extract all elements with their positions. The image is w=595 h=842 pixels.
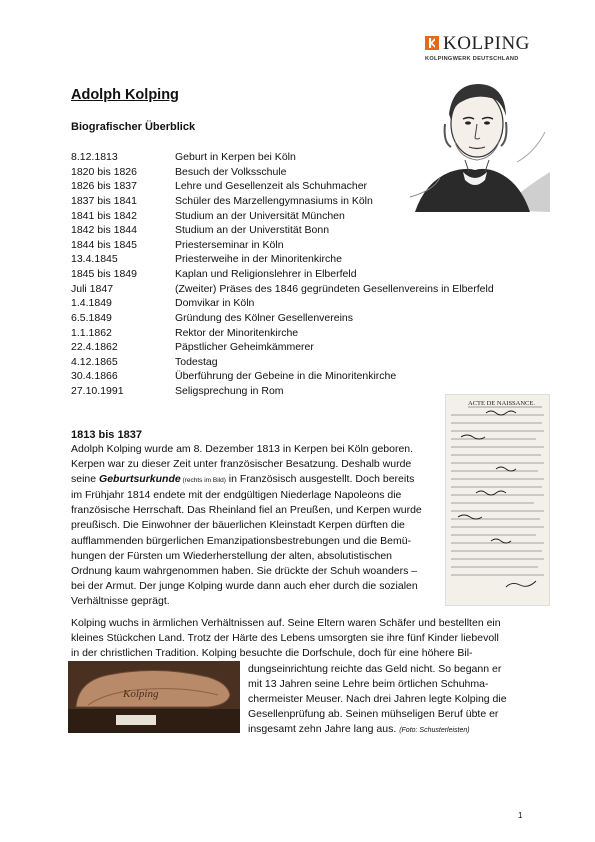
certificate-heading: ACTE DE NAISSANCE.	[468, 400, 535, 407]
page-title: Adolph Kolping	[71, 87, 179, 103]
text-line: Gesellenprüfung ab. Seinen mühseligen Beruf übte er	[248, 708, 499, 721]
kolping-portrait-image	[405, 72, 550, 212]
logo-wordmark: KOLPING	[443, 33, 530, 54]
timeline-event: Todestag	[175, 355, 218, 368]
timeline-date: 1.4.1849	[71, 297, 112, 310]
section1-paragraph	[71, 442, 441, 609]
kolping-logo	[425, 35, 535, 65]
timeline-date: 8.12.1813	[71, 151, 118, 163]
text-line: hungen der Fürsten um Wiederherstellung der alten, absolutistischen	[71, 549, 393, 562]
text-line	[71, 472, 441, 488]
text-line: französische Herrschaft. Das Rheinland fiel an Preußen, und Kerpen wurde	[71, 504, 422, 517]
shoe-last-label: Kolping	[123, 688, 159, 700]
text-line: mit 13 Jahren seine Lehre beim örtlichen Schuhma-	[248, 678, 489, 691]
logo-subline: KOLPINGWERK DEUTSCHLAND	[425, 56, 519, 62]
timeline-date: Juli 1847	[71, 282, 114, 295]
text-line: Verhältnisse geprägt.	[71, 594, 170, 607]
timeline-date: 6.5.1849	[71, 311, 112, 324]
timeline-event: Geburt in Kerpen bei Köln	[175, 151, 296, 163]
birth-certificate-image	[445, 394, 550, 606]
text-fragment: in Französisch ausgestellt. Doch bereits	[225, 473, 415, 486]
text-line: im Frühjahr 1814 endete mit der endgültigen Niederlage Napoleons die	[71, 489, 402, 502]
timeline-event: Päpstlicher Geheimkämmerer	[175, 341, 314, 354]
timeline-row	[71, 282, 494, 297]
text-line	[248, 722, 538, 738]
timeline-row	[71, 340, 494, 355]
timeline-row	[71, 384, 494, 399]
timeline-event: Studium an der Universität München	[175, 209, 345, 222]
timeline-date: 1845 bis 1849	[71, 268, 137, 280]
timeline-row	[71, 267, 494, 282]
timeline-date: 30.4.1866	[71, 370, 118, 383]
timeline-date: 1841 bis 1842	[71, 209, 137, 222]
timeline-event: Domvikar in Köln	[175, 297, 255, 310]
section-heading: 1813 bis 1837	[71, 429, 142, 441]
kolping-logo-icon	[425, 36, 439, 50]
timeline-event: Gründung des Kölner Gesellenvereins	[175, 311, 354, 324]
text-small-note: (rechts im Bild)	[180, 477, 226, 485]
text-line: Kerpen war zu dieser Zeit unter französischer Besatzung. Deshalb wurde	[71, 458, 412, 471]
text-line: dungseinrichtung reichte das Geld nicht. So begann er	[248, 663, 502, 675]
timeline-row	[71, 355, 494, 370]
text-fragment: insgesamt zehn Jahre lang aus.	[248, 723, 397, 736]
timeline-row	[71, 223, 494, 238]
timeline-event: Seligsprechung in Rom	[175, 385, 284, 397]
timeline-date: 4.12.1865	[71, 355, 118, 368]
section2-wrapped-paragraph	[248, 662, 538, 738]
text-line: kleines Stückchen Land. Trotz der Härte des Lebens umsorgten sie ihre fünf Kinder liebevoll	[71, 632, 499, 645]
timeline-row	[71, 326, 494, 341]
timeline-date: 13.4.1845	[71, 253, 118, 266]
text-line: preußisch. Die Einwohner der bäuerlichen Kleinstadt Kerpen dürften die	[71, 519, 405, 532]
timeline-event: Überführung der Gebeine in die Minoritenkirche	[175, 370, 397, 383]
page-number: 1	[518, 811, 523, 820]
timeline-event: (Zweiter) Präses des 1846 gegründeten Gesellenvereins in Elberfeld	[175, 282, 494, 295]
timeline-event: Priesterseminar in Köln	[175, 238, 284, 251]
text-line: bei der Armut. Der junge Kolping wurde dann auch eher durch die sozialen	[71, 579, 418, 592]
timeline-row	[71, 238, 494, 253]
page-subtitle: Biografischer Überblick	[71, 121, 196, 133]
text-line: in der christlichen Tradition. Kolping besuchte die Dorfschule, doch für eine höhere Bil-	[71, 647, 473, 660]
timeline-date: 1844 bis 1845	[71, 238, 137, 251]
text-fragment: seine	[71, 473, 100, 486]
timeline-row	[71, 296, 494, 311]
section2-paragraph	[71, 616, 541, 661]
text-line: chermeister Meuser. Nach drei Jahren legte Kolping die	[248, 693, 507, 706]
timeline-date: 1837 bis 1841	[71, 194, 137, 207]
timeline-date: 1820 bis 1826	[71, 165, 137, 178]
timeline-event: Besuch der Volksschule	[175, 165, 287, 178]
timeline-date: 1.1.1862	[71, 326, 112, 339]
timeline-row	[71, 252, 494, 267]
timeline-date: 1842 bis 1844	[71, 224, 137, 237]
timeline-date: 1826 bis 1837	[71, 180, 137, 193]
timeline-event: Rektor der Minoritenkirche	[175, 326, 299, 339]
text-line: aufflammenden bürgerlichen Emanzipationsbestrebungen und die Bemü-	[71, 534, 412, 547]
certificate-handwriting-image	[446, 395, 549, 605]
text-line: Ordnung kaum wahrgenommen haben. Sie drückte der Schuh woanders –	[71, 564, 418, 577]
timeline-event: Kaplan und Religionslehrer in Elberfeld	[175, 268, 357, 280]
timeline-row	[71, 369, 494, 384]
shoe-last-photo	[68, 661, 240, 733]
photo-caption: (Foto: Schusterleisten)	[399, 727, 470, 735]
timeline-event: Priesterweihe in der Minoritenkirche	[175, 253, 342, 266]
text-line: Adolph Kolping wurde am 8. Dezember 1813 in Kerpen bei Köln geboren.	[71, 443, 414, 455]
timeline-event: Lehre und Gesellenzeit als Schuhmacher	[175, 180, 368, 193]
emphasis-geburtsurkunde: Geburtsurkunde	[99, 473, 181, 486]
timeline-date: 22.4.1862	[71, 341, 118, 354]
timeline-row	[71, 311, 494, 326]
timeline-event: Studium an der Universtität Bonn	[175, 224, 330, 237]
timeline-event: Schüler des Marzellengymnasiums in Köln	[175, 194, 373, 207]
timeline-date: 27.10.1991	[71, 385, 124, 397]
text-line: Kolping wuchs in ärmlichen Verhältnissen auf. Seine Eltern waren Schäfer und bestellten ein	[71, 617, 501, 629]
